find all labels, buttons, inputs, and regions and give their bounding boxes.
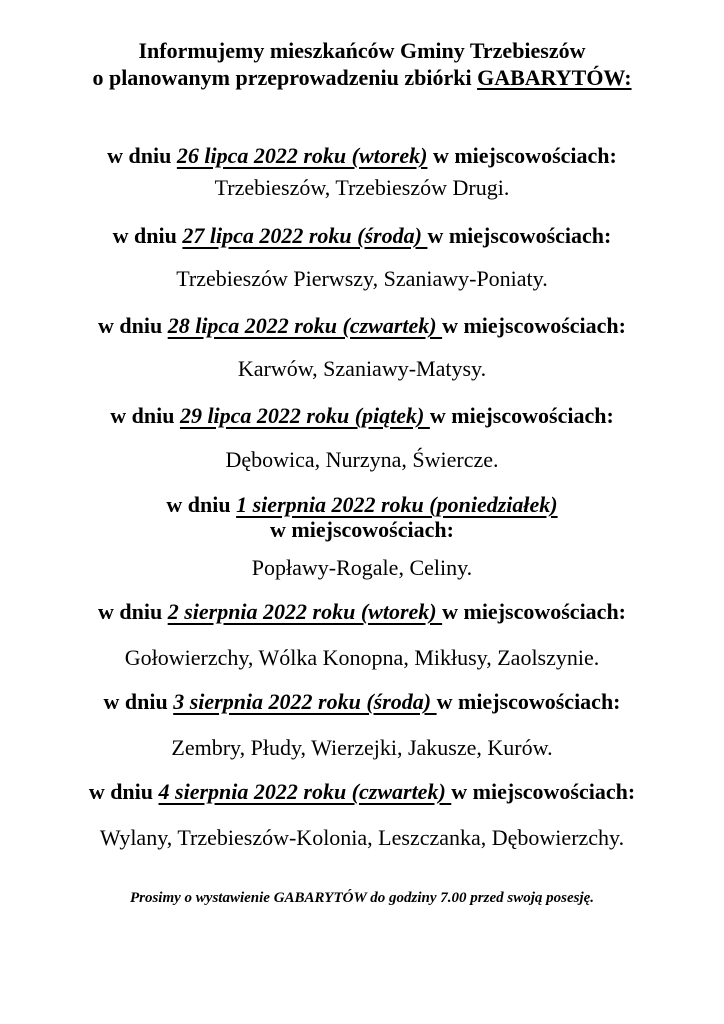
- header-line-2: [0, 64, 724, 91]
- schedule-places: Zembry, Płudy, Wierzejki, Jakusze, Kurów.: [171, 735, 553, 760]
- schedule-date-line: [0, 222, 724, 250]
- date-suffix: w miejscowościach:: [442, 313, 626, 338]
- date-prefix: w dniu: [97, 599, 168, 624]
- schedule-places: Trzebieszów Pierwszy, Szaniawy-Poniaty.: [176, 266, 548, 291]
- collection-date: 29 lipca 2022 roku (piątek): [179, 403, 430, 428]
- header-line-1: Informujemy mieszkańców Gminy Trzebieszów: [138, 38, 586, 63]
- date-prefix: w dniu: [110, 403, 180, 428]
- date-suffix: w miejscowościach:: [427, 143, 617, 168]
- collection-date: 3 sierpnia 2022 roku (środa): [173, 689, 437, 714]
- collection-date: 26 lipca 2022 roku (wtorek): [176, 143, 428, 168]
- date-suffix: w miejscowościach:: [451, 779, 636, 804]
- date-prefix: w dniu: [88, 779, 159, 804]
- schedule-date-line: [0, 598, 724, 626]
- schedule-date-suffix-line: w miejscowościach:: [270, 517, 454, 542]
- schedule-places: Trzebieszów, Trzebieszów Drugi.: [214, 175, 510, 200]
- schedule-places: Gołowierzchy, Wólka Konopna, Mikłusy, Zaolszynie.: [124, 645, 600, 670]
- date-suffix: w miejscowościach:: [427, 223, 612, 248]
- schedule-places: Popławy-Rogale, Celiny.: [251, 555, 473, 580]
- header-emphasis: GABARYTÓW:: [477, 65, 632, 90]
- collection-date: 4 sierpnia 2022 roku (czwartek): [158, 779, 452, 804]
- date-suffix: w miejscowościach:: [442, 599, 627, 624]
- date-suffix: w miejscowościach:: [436, 689, 621, 714]
- schedule-date-line: [0, 491, 724, 519]
- schedule-date-line: [0, 778, 724, 806]
- schedule-date-line: [0, 402, 724, 430]
- date-prefix: w dniu: [103, 689, 174, 714]
- closing-note: Prosimy o wystawienie GABARYTÓW do godziny 7.00 przed swoją posesję.: [129, 890, 595, 906]
- schedule-places: Wylany, Trzebieszów-Kolonia, Leszczanka, Dębowierzchy.: [99, 825, 625, 850]
- date-prefix: w dniu: [97, 313, 168, 338]
- schedule-date-line: [0, 312, 724, 340]
- schedule-places: Karwów, Szaniawy-Matysy.: [237, 356, 487, 381]
- collection-date: 28 lipca 2022 roku (czwartek): [167, 313, 443, 338]
- collection-date: 27 lipca 2022 roku (środa): [182, 223, 428, 248]
- collection-date: 1 sierpnia 2022 roku (poniedziałek): [236, 492, 558, 517]
- schedule-places: Dębowica, Nurzyna, Świercze.: [225, 447, 499, 472]
- schedule-date-line: [0, 688, 724, 716]
- announcement-header: [0, 37, 724, 91]
- date-prefix: w dniu: [166, 492, 237, 517]
- date-prefix: w dniu: [107, 143, 177, 168]
- schedule-date-line: [0, 142, 724, 170]
- date-prefix: w dniu: [112, 223, 183, 248]
- header-line-2-text: o planowanym przeprowadzeniu zbiórki: [92, 65, 478, 90]
- date-suffix: w miejscowościach:: [429, 403, 614, 428]
- collection-date: 2 sierpnia 2022 roku (wtorek): [167, 599, 443, 624]
